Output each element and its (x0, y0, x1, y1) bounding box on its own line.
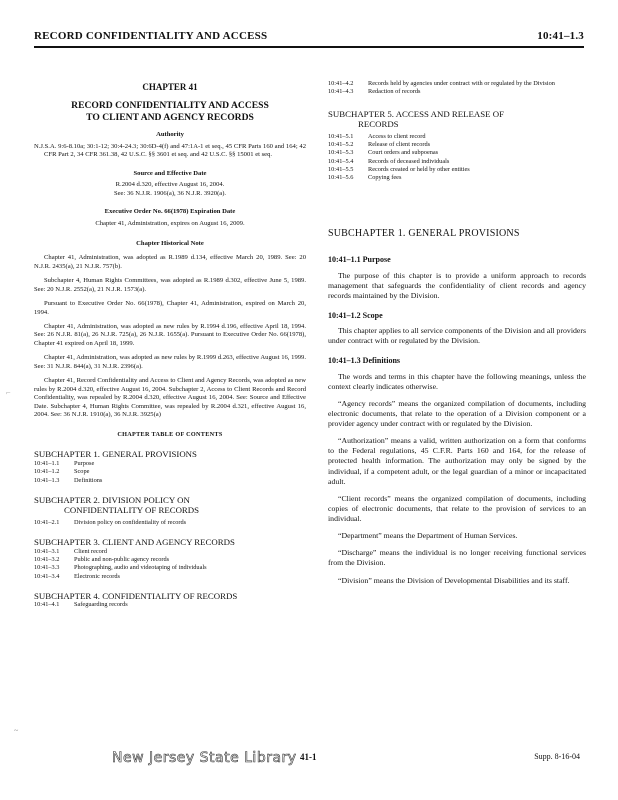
running-header (34, 28, 584, 48)
toc-entry (328, 166, 586, 174)
toc-section-title: Records held by agencies under contract with or regulated by the Division (368, 80, 555, 87)
toc-section-title: Photographing, audio and videotaping of individuals (74, 564, 207, 572)
historical-note: Pursuant to Executive Order No. 66(1978), Chapter 41, Administration, expired on March 20, 1994. (34, 300, 306, 316)
historical-note-heading: Chapter Historical Note (136, 239, 204, 247)
toc-entry (328, 80, 586, 88)
library-stamp: New Jersey State Library (112, 750, 297, 766)
toc-section-number: 10:41–4.3 (328, 88, 354, 96)
authority-text: N.J.S.A. 9:6-8.10a; 30:1-12; 30:4-24.3; 30:6D-4(f) and 47:1A-1 et seq., 45 CFR Parts 160 and 164; 42 CFR Part 2, 34 CFR 361.38, 42 U.S.C. §§ 3601 et seq. and 42 U.S.C. §§ 15001 et seq. (34, 142, 306, 159)
toc-entry (34, 477, 306, 485)
definition: “Discharge” means the individual is no longer receiving functional services from the Division. (328, 548, 586, 568)
toc-section-title: Client record (74, 547, 108, 555)
executive-order-heading: Executive Order No. 66(1978) Expiration Date (104, 208, 236, 216)
executive-order-text: Chapter 41, Administration, expires on August 16, 2009. (95, 219, 245, 227)
toc-entry (34, 460, 306, 468)
subchapter-3-heading: SUBCHAPTER 3. CLIENT AND AGENCY RECORDS (34, 537, 235, 548)
subchapter-2-heading-line-1: SUBCHAPTER 2. DIVISION POLICY ON (34, 494, 190, 505)
toc-section-title: Court orders and subpoenas (368, 149, 439, 157)
subchapter-2-heading-line-2: CONFIDENTIALITY OF RECORDS (64, 505, 200, 516)
source-text-1: R.2004 d.320, effective August 16, 2004. (115, 181, 225, 189)
subchapter-4-list-continued (328, 80, 586, 97)
right-column (328, 80, 586, 586)
subchapter-5-heading (328, 109, 586, 130)
toc-section-number: 10:41–2.1 (34, 518, 60, 526)
toc-section-number: 10:41–1.1 (34, 459, 60, 467)
subchapter-2-list (34, 519, 306, 527)
toc-section-title: Records of deceased individuals (368, 157, 450, 165)
toc-entry (328, 158, 586, 166)
definition: “Division” means the Division of Developmental Disabilities and its staff. (338, 575, 570, 585)
toc-section-title: Records created or held by other entities (368, 165, 470, 173)
page-footer (0, 748, 618, 788)
toc-entry (34, 548, 306, 556)
chapter-title (34, 100, 306, 124)
source-heading: Source and Effective Date (133, 169, 207, 177)
scan-mark: ⌐ (6, 388, 11, 397)
left-column (34, 80, 306, 610)
toc-section-title: Definitions (74, 476, 103, 484)
section-definitions-heading: 10:41–1.3 Definitions (328, 356, 400, 366)
toc-entry (328, 149, 586, 157)
subchapter-5-heading-line-1: SUBCHAPTER 5. ACCESS AND RELEASE OF (328, 108, 504, 119)
chapter-title-line-1: RECORD CONFIDENTIALITY AND ACCESS (71, 99, 269, 111)
toc-section-number: 10:41–1.2 (34, 468, 60, 476)
subchapter-3-list (34, 548, 306, 581)
subchapter-1-heading: SUBCHAPTER 1. GENERAL PROVISIONS (34, 449, 197, 460)
toc-entry (34, 519, 306, 527)
table-of-contents-heading: CHAPTER TABLE OF CONTENTS (117, 431, 223, 439)
toc-section-title: Copying fees (368, 174, 402, 182)
historical-note: Chapter 41, Administration, was adopted as new rules by R.1999 d.263, effective August 16, 1999. See: 31 N.J.R. 844(a), 31 N.J.R. 2396(a). (34, 354, 306, 370)
definition: “Agency records” means the organized compilation of documents, including electronic documents, that relate to the operation of a Division component or a provider agency under contract with or regulated by the Division. (328, 398, 586, 429)
historical-note: Chapter 41, Administration, was adopted as new rules by R.1994 d.196, effective April 18, 1994. See: 26 N.J.R. 81(a), 26 N.J.R. 725(a), 26 N.J.R. 1655(a). Pursuant to Executive Order No. 66(1978), Chapter 41 expired on April 18, 1999. (34, 323, 306, 347)
authority-heading: Authority (156, 131, 184, 139)
toc-section-number: 10:41–5.5 (328, 165, 354, 173)
toc-section-number: 10:41–4.2 (328, 80, 354, 87)
toc-section-title: Access to client record (368, 132, 426, 140)
section-scope-text: This chapter applies to all service components of the Division and all providers under contract with or regulated by the Division. (328, 326, 586, 346)
toc-section-number: 10:41–3.1 (34, 547, 60, 555)
toc-section-title: Electronic records (74, 572, 120, 580)
source-text-2: See: 36 N.J.R. 1906(a), 36 N.J.R. 3920(a). (113, 189, 227, 197)
subchapter-1-list (34, 460, 306, 485)
toc-section-number: 10:41–5.3 (328, 149, 354, 157)
toc-entry (34, 468, 306, 476)
toc-section-number: 10:41–3.4 (34, 572, 60, 580)
subchapter-1-title: SUBCHAPTER 1. GENERAL PROVISIONS (328, 228, 520, 240)
toc-section-number: 10:41–5.6 (328, 174, 354, 182)
page-number: 41-1 (300, 752, 317, 762)
toc-entry (328, 141, 586, 149)
toc-section-title: Scope (74, 468, 90, 476)
toc-entry (34, 564, 306, 572)
toc-entry (34, 601, 306, 609)
subchapter-4-list (34, 601, 306, 609)
toc-section-number: 10:41–3.2 (34, 556, 60, 564)
toc-entry (34, 573, 306, 581)
section-purpose-text: The purpose of this chapter is to provide a uniform approach to records management that safeguards the confidentiality of client records and agency records maintained by the Division. (328, 270, 586, 300)
supplement-date: Supp. 8-16-04 (534, 752, 580, 761)
toc-section-number: 10:41–1.3 (34, 476, 60, 484)
subchapter-5-heading-line-2: RECORDS (358, 119, 399, 130)
toc-entry (328, 88, 586, 96)
definition: “Client records” means the organized compilation of documents, including copies of electronic documents, that relate to the provision of services to an individual. (328, 493, 586, 524)
toc-section-number: 10:41–5.1 (328, 132, 354, 140)
toc-section-title: Public and non-public agency records (74, 556, 170, 564)
toc-section-title: Division policy on confidentiality of records (74, 518, 187, 526)
toc-section-number: 10:41–4.1 (34, 601, 60, 609)
toc-entry (328, 133, 586, 141)
section-definitions-intro: The words and terms in this chapter have the following meanings, unless the context clearly indicates otherwise. (328, 371, 586, 391)
chapter-title-line-2: TO CLIENT AND AGENCY RECORDS (86, 111, 254, 123)
toc-section-number: 10:41–5.2 (328, 140, 354, 148)
subchapter-5-list (328, 133, 586, 183)
definition: “Authorization” means a valid, written authorization on a form that conforms to the Federal regulations, 45 C.F.R. Parts 160 and 164, for the release of protected health information. The authorization may only be signed by the individual, if a competent adult, or the legal guardian of a minor or incapacitated adult. (328, 436, 586, 486)
chapter-number: CHAPTER 41 (142, 82, 198, 92)
toc-section-title: Release of client records (368, 140, 431, 148)
toc-section-number: 10:41–5.4 (328, 157, 354, 165)
scan-mark: ~ (14, 726, 19, 735)
definition: “Department” means the Department of Human Services. (338, 531, 518, 541)
section-scope-heading: 10:41–1.2 Scope (328, 310, 383, 320)
toc-entry (328, 174, 586, 182)
historical-note: Chapter 41, Record Confidentiality and Access to Client and Agency Records, was adopted as new rules by R.2004 d.320, effective August 16, 2004. Subchapter 2, Access to Client Records and Record Confidentiality, was repealed by R.2004 d.320, effective August 16, 2004. See: Source and Effective Date. Subchapter 4, Human Rights Committee, was repealed by R.2004 d.321, effective August 16, 2004. See: 36 N.J.R. 1910(a), 36 N.J.R. 3925(a) (34, 377, 306, 418)
toc-section-title: Redaction of records (368, 88, 421, 96)
toc-section-title: Purpose (74, 459, 95, 467)
header-title: RECORD CONFIDENTIALITY AND ACCESS (34, 30, 268, 42)
header-section-range: 10:41–1.3 (537, 30, 584, 42)
toc-section-title: Safeguarding records (74, 601, 128, 609)
section-purpose-heading: 10:41–1.1 Purpose (328, 255, 391, 265)
subchapter-4-heading: SUBCHAPTER 4. CONFIDENTIALITY OF RECORDS (34, 590, 238, 601)
historical-note: Chapter 41, Administration, was adopted as R.1989 d.134, effective March 20, 1989. See: 20 N.J.R. 2435(a), 21 N.J.R. 757(b). (34, 254, 306, 270)
subchapter-2-heading (34, 495, 306, 516)
toc-section-number: 10:41–3.3 (34, 564, 60, 572)
historical-note: Subchapter 4, Human Rights Committees, was adopted as R.1989 d.302, effective June 5, 1989. See: 20 N.J.R. 2552(a), 21 N.J.R. 1573(a). (34, 277, 306, 293)
toc-entry (34, 556, 306, 564)
